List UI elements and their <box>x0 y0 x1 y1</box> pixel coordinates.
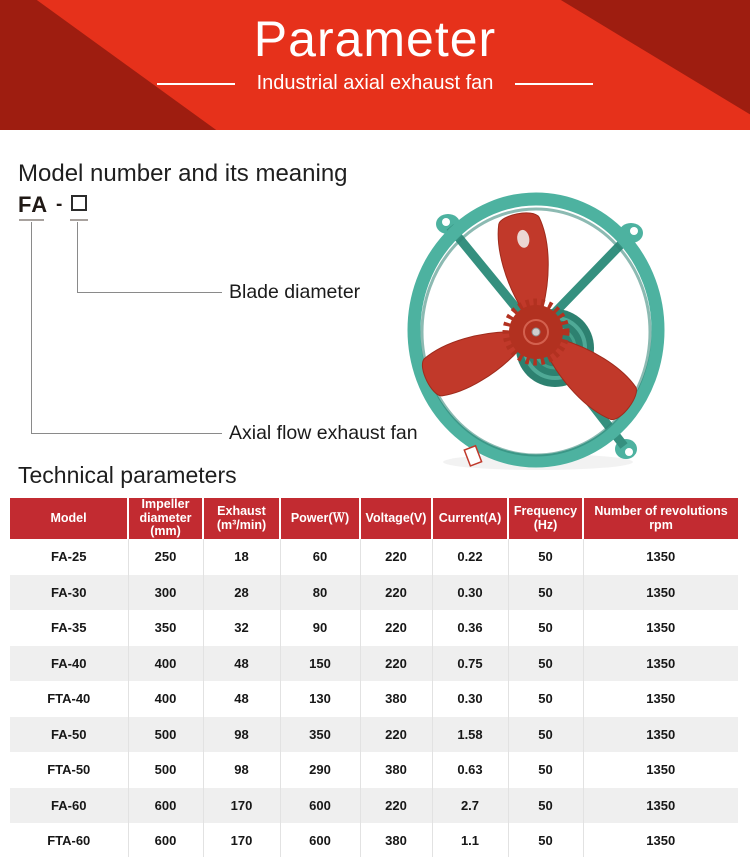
table-cell: FA-25 <box>10 539 128 575</box>
column-header: Model <box>10 498 128 539</box>
table-cell: 1350 <box>583 823 738 857</box>
table-row <box>10 788 738 824</box>
table-cell: 1350 <box>583 646 738 682</box>
table-row <box>10 717 738 753</box>
table-body <box>10 539 738 857</box>
table-cell: 500 <box>128 717 203 753</box>
table-cell: 350 <box>128 610 203 646</box>
table-cell: FTA-60 <box>10 823 128 857</box>
table-cell: FTA-40 <box>10 681 128 717</box>
table-cell: 380 <box>360 752 432 788</box>
table-cell: 48 <box>203 681 280 717</box>
table-row <box>10 539 738 575</box>
table-cell: FA-40 <box>10 646 128 682</box>
table-cell: 0.36 <box>432 610 508 646</box>
column-header: Voltage(V) <box>360 498 432 539</box>
table-cell: 1350 <box>583 575 738 611</box>
table-cell: 0.22 <box>432 539 508 575</box>
model-code-prefix: FA <box>18 192 49 217</box>
table-row <box>10 575 738 611</box>
table-cell: 1350 <box>583 539 738 575</box>
table-cell: 130 <box>280 681 360 717</box>
table-cell: 290 <box>280 752 360 788</box>
table-cell: 220 <box>360 717 432 753</box>
table-cell: 1.1 <box>432 823 508 857</box>
table-cell: 1350 <box>583 610 738 646</box>
column-header: Current(A) <box>432 498 508 539</box>
axial-fan-callout-line-horizontal <box>31 433 222 434</box>
table-cell: 0.63 <box>432 752 508 788</box>
table-cell: 220 <box>360 646 432 682</box>
model-meaning-heading: Model number and its meaning <box>18 160 348 187</box>
table-cell: 400 <box>128 681 203 717</box>
axial-fan-callout-line-vertical <box>31 222 32 433</box>
table-cell: 170 <box>203 788 280 824</box>
table-cell: 48 <box>203 646 280 682</box>
model-code-separator: - <box>56 194 63 215</box>
technical-parameters-heading: Technical parameters <box>18 462 237 488</box>
fan-hub <box>506 302 566 362</box>
table-cell: 380 <box>360 681 432 717</box>
fan-product-image <box>398 186 698 476</box>
table-cell: 0.30 <box>432 681 508 717</box>
table-cell: FA-50 <box>10 717 128 753</box>
table-cell: 0.30 <box>432 575 508 611</box>
table-cell: FTA-50 <box>10 752 128 788</box>
table-cell: 600 <box>128 823 203 857</box>
table-cell: 98 <box>203 752 280 788</box>
table-cell: 50 <box>508 646 583 682</box>
table-cell: 170 <box>203 823 280 857</box>
column-header: Power(Ｗ) <box>280 498 360 539</box>
table-cell: 28 <box>203 575 280 611</box>
model-code-placeholder-box <box>71 195 87 211</box>
column-header: Exhaust (m³/min) <box>203 498 280 539</box>
table-row <box>10 646 738 682</box>
table-cell: 0.75 <box>432 646 508 682</box>
table-cell: 50 <box>508 575 583 611</box>
column-header: Number of revolutions rpm <box>583 498 738 539</box>
table-cell: 50 <box>508 610 583 646</box>
blade-diameter-label: Blade diameter <box>229 281 361 303</box>
table-cell: 220 <box>360 575 432 611</box>
table-cell: FA-30 <box>10 575 128 611</box>
table-cell: 50 <box>508 717 583 753</box>
table-cell: 300 <box>128 575 203 611</box>
table-cell: 1.58 <box>432 717 508 753</box>
prefix-underline <box>19 219 44 221</box>
table-cell: 2.7 <box>432 788 508 824</box>
table-header-row <box>10 498 738 539</box>
table-row <box>10 610 738 646</box>
column-header: Frequency (Hz) <box>508 498 583 539</box>
table-cell: 220 <box>360 610 432 646</box>
table-row <box>10 752 738 788</box>
table-cell: 80 <box>280 575 360 611</box>
table-cell: FA-60 <box>10 788 128 824</box>
page-title: Parameter <box>253 11 497 67</box>
table-cell: 350 <box>280 717 360 753</box>
subtitle-right-rule <box>515 83 593 85</box>
table-cell: 60 <box>280 539 360 575</box>
header-banner <box>0 0 750 130</box>
table-cell: 600 <box>280 788 360 824</box>
table-cell: 1350 <box>583 752 738 788</box>
table-cell: 220 <box>360 539 432 575</box>
table-cell: 150 <box>280 646 360 682</box>
table-cell: 600 <box>128 788 203 824</box>
table-cell: 400 <box>128 646 203 682</box>
axial-fan-label: Axial flow exhaust fan <box>229 422 418 444</box>
table-row <box>10 823 738 857</box>
table-cell: 500 <box>128 752 203 788</box>
table-cell: 50 <box>508 681 583 717</box>
table-row <box>10 681 738 717</box>
table-cell: 1350 <box>583 681 738 717</box>
table-cell: 50 <box>508 788 583 824</box>
table-cell: 250 <box>128 539 203 575</box>
page-subtitle-row <box>0 72 750 95</box>
table-cell: 32 <box>203 610 280 646</box>
blade-callout-line-horizontal <box>77 292 222 293</box>
table-cell: 50 <box>508 539 583 575</box>
table-cell: FA-35 <box>10 610 128 646</box>
table-cell: 90 <box>280 610 360 646</box>
table-cell: 1350 <box>583 717 738 753</box>
placeholder-underline <box>70 219 88 221</box>
table-cell: 1350 <box>583 788 738 824</box>
page-subtitle: Industrial axial exhaust fan <box>256 72 494 94</box>
table-cell: 600 <box>280 823 360 857</box>
table-cell: 98 <box>203 717 280 753</box>
table-cell: 18 <box>203 539 280 575</box>
subtitle-left-rule <box>157 83 235 85</box>
column-header: Impeller diameter (mm) <box>128 498 203 539</box>
table-cell: 50 <box>508 752 583 788</box>
table-cell: 50 <box>508 823 583 857</box>
table-cell: 380 <box>360 823 432 857</box>
blade-callout-line-vertical <box>77 222 78 292</box>
parameters-table <box>10 498 738 857</box>
table-cell: 220 <box>360 788 432 824</box>
